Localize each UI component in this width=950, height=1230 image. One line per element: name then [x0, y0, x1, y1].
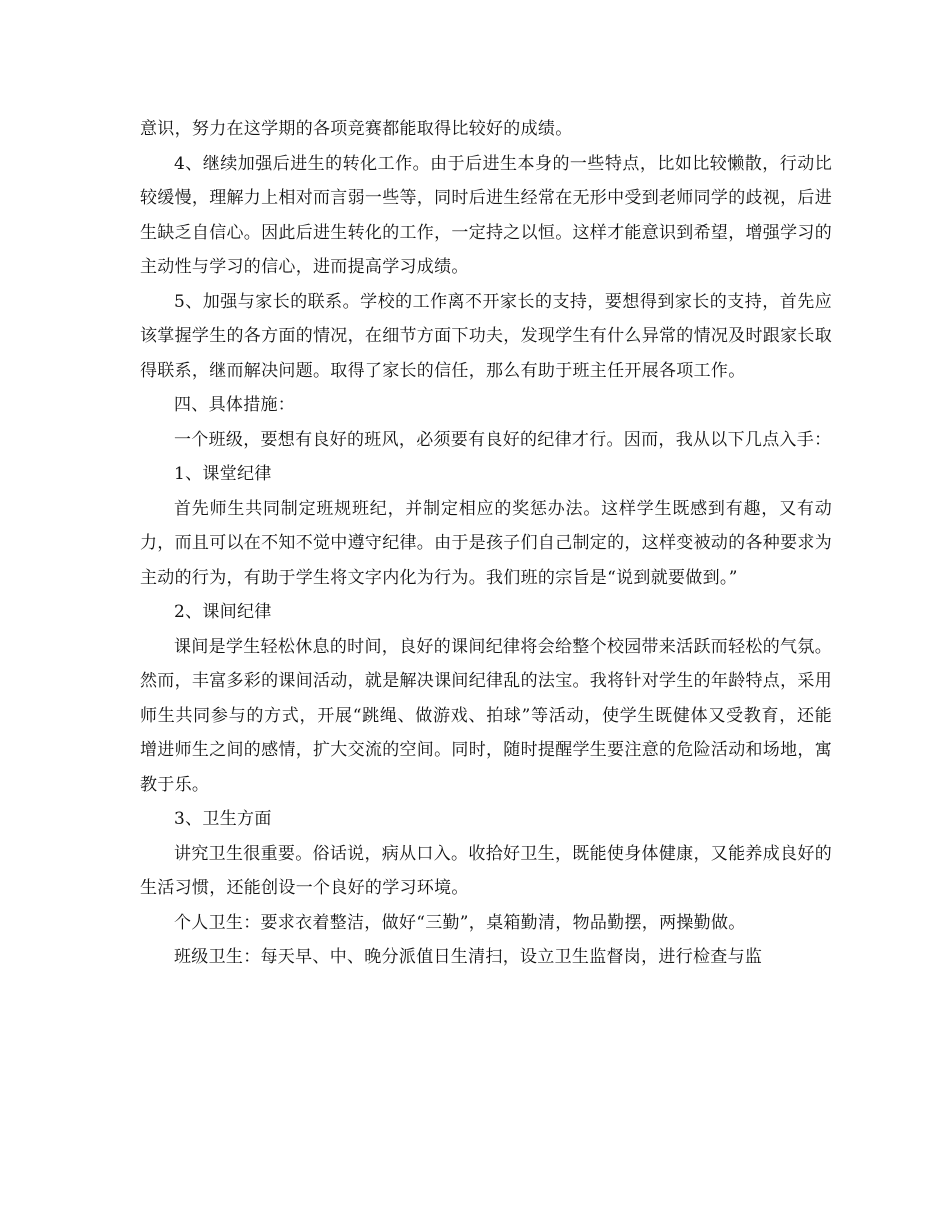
paragraph-break-discipline: 课间是学生轻松休息的时间，良好的课间纪律将会给整个校园带来活跃而轻松的气氛。然而，丰富多彩的课间活动，就是解决课间纪律乱的法宝。我将针对学生的年龄特点，采用师生共同参与的方式，开展“跳绳、做游戏、拍球”等活动，使学生既健体又受教育，还能增进师生之间的感情，扩大交流的空间。同时，随时提醒学生要注意的危险活动和场地，寓教于乐。: [140, 636, 832, 795]
paragraph-intro: 一个班级，要想有良好的班风，必须要有良好的纪律才行。因而，我从以下几点入手：: [174, 429, 832, 450]
document-body: [140, 112, 832, 975]
subheading-break-discipline: 2、课间纪律: [174, 602, 272, 622]
section-heading-measures: 四、具体措施：: [174, 395, 296, 415]
subheading-hygiene: 3、卫生方面: [174, 809, 272, 829]
subheading-classroom-discipline: 1、课堂纪律: [174, 464, 272, 484]
paragraph-class-hygiene: 班级卫生：每天早、中、晚分派值日生清扫，设立卫生监督岗，进行检查与监: [174, 947, 763, 967]
paragraph-item-4: 4、继续加强后进生的转化工作。由于后进生本身的一些特点，比如比较懒散，行动比较缓慢，理解力上相对而言弱一些等，同时后进生经常在无形中受到老师同学的歧视，后进生缺乏自信心。因此后进生转化的工作，一定持之以恒。这样才能意识到希望，增强学习的主动性与学习的信心，进而提高学习成绩。: [140, 153, 832, 277]
paragraph-continuation: 意识，努力在这学期的各项竞赛都能取得比较好的成绩。: [140, 119, 573, 139]
paragraph-personal-hygiene: 个人卫生：要求衣着整洁，做好“三勤”，桌箱勤清，物品勤摆，两操勤做。: [174, 912, 746, 933]
paragraph-item-5: 5、加强与家长的联系。学校的工作离不开家长的支持，要想得到家长的支持，首先应该掌握学生的各方面的情况，在细节方面下功夫，发现学生有什么异常的情况及时跟家长取得联系，继而解决问题。取得了家长的信任，那么有助于班主任开展各项工作。: [140, 291, 832, 381]
paragraph-hygiene: 讲究卫生很重要。俗话说，病从口入。收拾好卫生，既能使身体健康，又能养成良好的生活习惯，还能创设一个良好的学习环境。: [140, 843, 832, 898]
paragraph-classroom-discipline: 首先师生共同制定班规班纪，并制定相应的奖惩办法。这样学生既感到有趣，又有动力，而且可以在不知不觉中遵守纪律。由于是孩子们自己制定的，这样变被动的各种要求为主动的行为，有助于学生将文字内化为行为。我们班的宗旨是“说到就要做到。”: [140, 498, 832, 588]
